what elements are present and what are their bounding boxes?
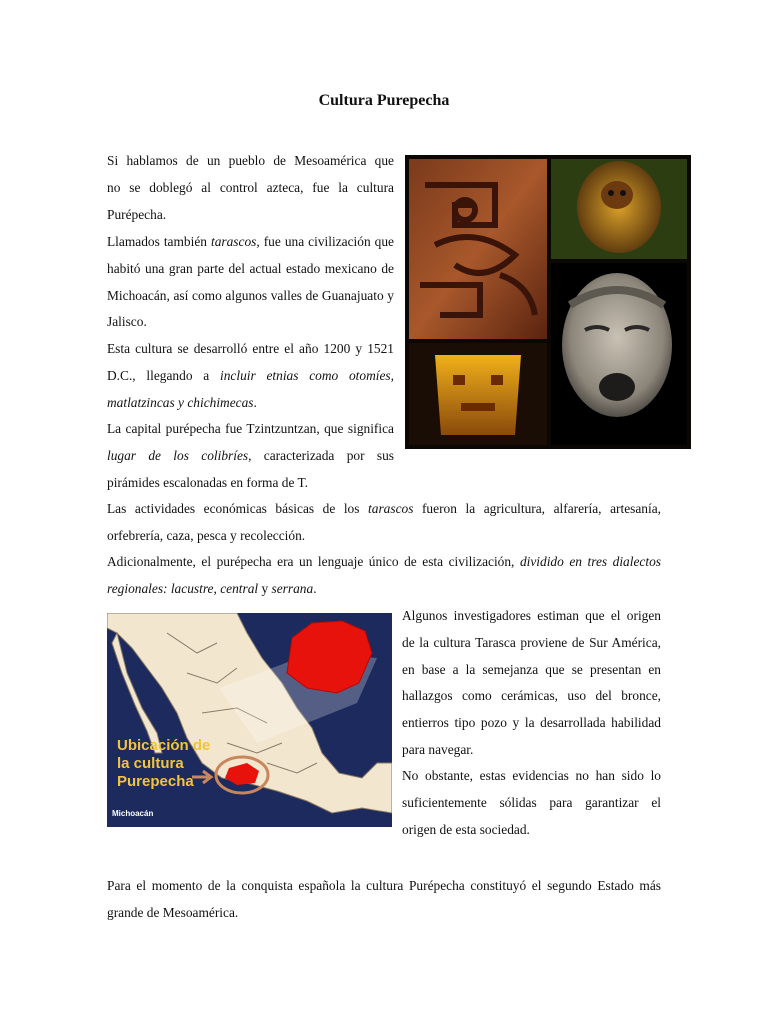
intro-line-2: no se doblegó al control azteca, fue la cultura	[107, 179, 394, 195]
artifact-collage-image	[405, 155, 691, 449]
map-caption-line-1: Ubicación de	[117, 737, 211, 754]
intro-line-1: Si hablamos de un pueblo de Mesoamérica que	[107, 153, 394, 168]
map-caption	[117, 737, 210, 791]
paragraph-capital: La capital purépecha fue Tzintzuntzan, que significa lugar de los colibríes, caracterizada por sus pirámides escalonadas en forma de T.	[107, 421, 394, 490]
map-caption-line-3: Purepecha	[117, 773, 194, 790]
paragraph-tarascos: Llamados también tarascos, fue una civilización que habitó una gran parte del actual estado mexicano de Michoacán, así como algunos valles de Guanajuato y Jalisco.	[107, 234, 394, 330]
paragraph-period: Esta cultura se desarrolló entre el año 1200 y 1521 D.C., llegando a incluir etnias como otomíes, matlatzincas y chichimecas.	[107, 341, 394, 410]
paragraph-origin: Algunos investigadores estiman que el origen de la cultura Tarasca proviene de Sur América, en base a la semejanza que se presentan en hallazgos como cerámicas, uso del bronce, entierros tipo pozo y la desarrollada habilidad para navegar.	[402, 608, 661, 757]
intro-line-3: Purépecha.	[107, 206, 167, 222]
paragraph-intro	[107, 148, 394, 228]
map-footer-label: Michoacán	[112, 809, 154, 818]
document-title: Cultura Purepecha	[318, 92, 450, 109]
paragraph-language: Adicionalmente, el purépecha era un lenguaje único de esta civilización, dividido en tres dialectos regionales: lacustre, central y serrana.	[107, 554, 661, 596]
artifact-collage-graphic	[405, 155, 691, 449]
map-caption-line-2: la cultura	[117, 755, 184, 772]
michoacan-map-image	[107, 613, 392, 827]
paragraph-economy: Las actividades económicas básicas de los tarascos fueron la agricultura, alfarería, artesanía, orfebrería, caza, pesca y recolección.	[107, 501, 662, 543]
mexico-map-graphic	[107, 613, 392, 827]
paragraph-conquest: Para el momento de la conquista española la cultura Purépecha constituyó el segundo Estado más grande de Mesoamérica.	[107, 878, 661, 920]
paragraph-evidence: No obstante, estas evidencias no han sido lo suficientemente sólidas para garantizar el origen de esta sociedad.	[402, 768, 661, 837]
